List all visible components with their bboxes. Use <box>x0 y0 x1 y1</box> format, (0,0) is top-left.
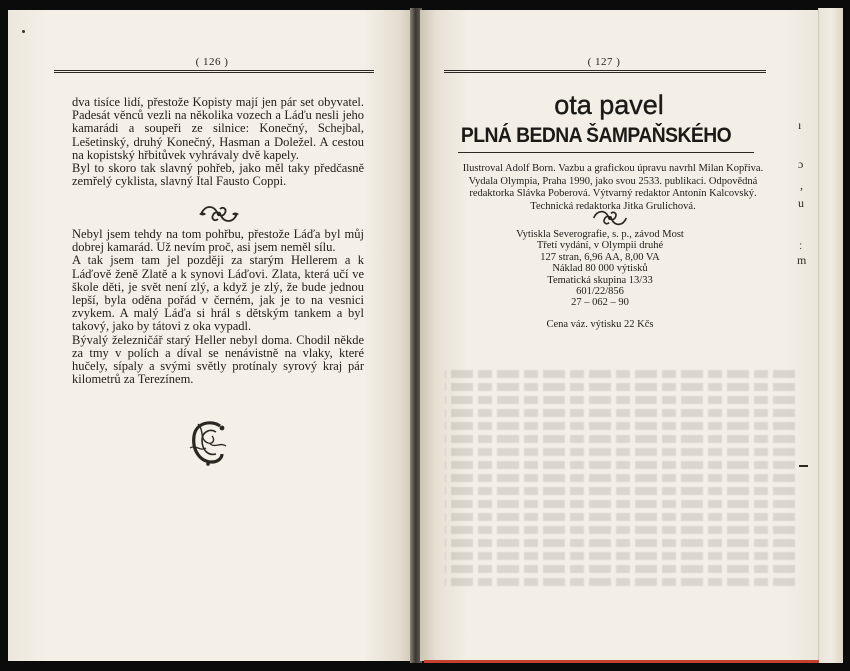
edge-letter: ɔ <box>798 157 804 171</box>
imprint-line: Vytiskla Severografie, s. p., závod Most <box>516 229 684 240</box>
imprint-line: Třetí vydání, v Olympii druhé <box>536 240 664 252</box>
right-page-number: ( 127 ) <box>587 56 621 68</box>
show-through-text <box>445 370 795 610</box>
left-text-block-2 <box>72 228 364 386</box>
red-page-edge <box>424 660 819 663</box>
imprint-line: Tematická skupina 13/33 <box>547 274 653 286</box>
edge-letter: ː <box>799 238 803 252</box>
author-name: ota pavel <box>554 90 664 120</box>
left-page-number: ( 126 ) <box>195 56 229 68</box>
paper-speck <box>22 30 25 33</box>
imprint-line: 127 stran, 6,96 AA, 8,00 VA <box>540 251 660 263</box>
right-header-rule <box>444 70 766 73</box>
paragraph: A tak jsem tam jel později za starým Hellerem a k Láďově ženě Zlatě a k synovi Láďovi. Zlata, která učí ve škole děti, je svět není zlý, a když je zlý, že bude jednou lepší, byla oděna pořád v černém, jak je to na vesnici zvykem. A malý Láďa si hrál s dětským tankem a byl takový, jako by tátovi z oka vypadl. <box>72 253 364 334</box>
printer-fleuron-icon <box>197 203 241 225</box>
imprint-line: Náklad 80 000 výtisků <box>552 263 648 275</box>
decorative-initial-monogram-icon <box>186 418 230 468</box>
printer-fleuron-icon <box>590 208 630 228</box>
imprint-block <box>500 229 700 309</box>
title-rule <box>458 152 754 153</box>
edge-letter: m <box>797 253 807 267</box>
page-edge-stack <box>818 8 843 663</box>
paragraph: Byl to skoro tak slavný pohřeb, jako měl taky předčasně zemřelý cyklista, slavný Ital Fausto Coppi. <box>72 161 364 189</box>
paragraph: Nebyl jsem tehdy na tom pohřbu, přestože Láďa byl můj dobrej kamarád. Už nevím proč, asi jsem neměl sílu. <box>72 227 364 255</box>
book-title: PLNÁ BEDNA ŠAMPAŇSKÉHO <box>460 124 732 147</box>
left-header-rule <box>54 70 374 73</box>
imprint-line: 601/22/856 <box>576 286 624 298</box>
colophon-credits: Ilustroval Adolf Born. Vazbu a grafickou úpravu navrhl Milan Kopřiva. Vydala Olympia, Praha 1990, jako svou 2533. publikaci. Odpovědná redaktorka Slávka Poberová. Výtvarný redaktor Antonín Kalcovský. Technická redaktorka Jitka Grulichová. <box>462 163 764 212</box>
imprint-line: 27 – 062 – 90 <box>571 297 629 309</box>
paragraph: Bývalý železničář starý Heller nebyl doma. Chodil někde za tmy v polích a díval se nenávistně na vlaky, které hučely, sípaly a svými světly protínaly syrový kraj pár kilometrů za Terezínem. <box>72 332 364 387</box>
edge-letter: , <box>800 178 803 192</box>
edge-letter: ı <box>798 118 802 132</box>
paragraph: dva tisíce lidí, přestože Kopisty mají jen pár set obyvatel. Padesát věnců vezli na několika vozech a Láďu nesli jeho kamarádi a soupeři ze silnice: Konečný, Schejbal, Lešetinský, druhý Konečný, Hasman a Doležel. A cestou na kopistský hřbitůvek vyhrávaly dvě kapely. <box>72 95 364 162</box>
left-text-block-1 <box>72 96 364 188</box>
edge-dash <box>799 465 808 467</box>
price-line: Cena váz. výtisku 22 Kčs <box>546 319 654 330</box>
edge-letter: u <box>798 196 804 210</box>
